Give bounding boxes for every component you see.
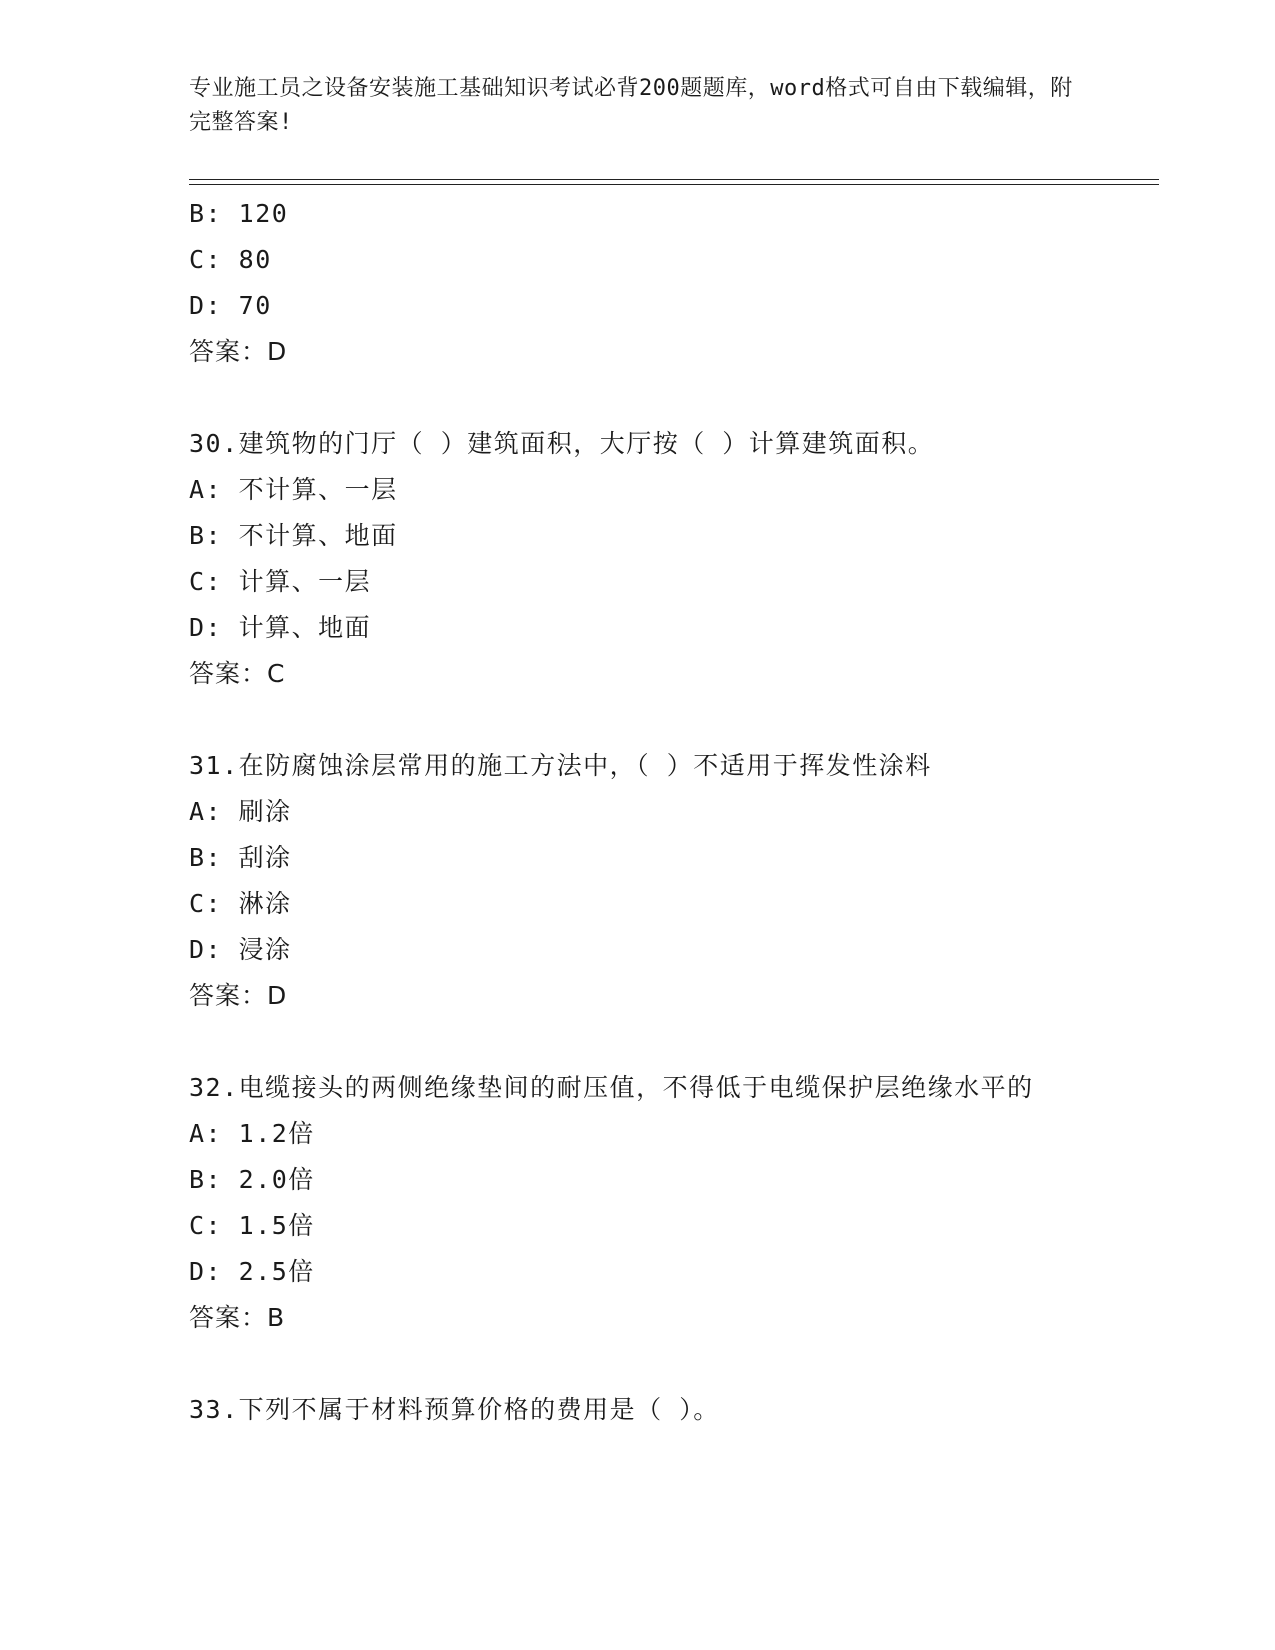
header-rule-top xyxy=(189,179,1159,180)
q31-option-c: C: 淋涂 xyxy=(189,889,292,918)
q32-stem: 32.电缆接头的两侧绝缘垫间的耐压值，不得低于电缆保护层绝缘水平的 xyxy=(189,1073,1034,1102)
q29-option-d: D: 70 xyxy=(189,291,272,320)
q30-answer: 答案：C xyxy=(189,659,286,688)
q31-option-b: B: 刮涂 xyxy=(189,843,292,872)
q30-stem: 30.建筑物的门厅（ ）建筑面积，大厅按（ ）计算建筑面积。 xyxy=(189,429,935,458)
q32-option-a: A: 1.2倍 xyxy=(189,1119,315,1148)
q32-option-d: D: 2.5倍 xyxy=(189,1257,315,1286)
q30-option-d: D: 计算、地面 xyxy=(189,613,372,642)
header-rule-bottom xyxy=(189,184,1159,185)
q31-stem: 31.在防腐蚀涂层常用的施工方法中，（ ）不适用于挥发性涂料 xyxy=(189,751,932,780)
q31-answer: 答案：D xyxy=(189,981,288,1010)
q29-option-b: B: 120 xyxy=(189,199,289,228)
q29-option-c: C: 80 xyxy=(189,245,272,274)
q32-option-b: B: 2.0倍 xyxy=(189,1165,315,1194)
question-list xyxy=(189,191,1169,1433)
q30-option-a: A: 不计算、一层 xyxy=(189,475,398,504)
q31-option-a: A: 刷涂 xyxy=(189,797,292,826)
document-header: 专业施工员之设备安装施工基础知识考试必背200题题库，word格式可自由下载编辑，附完整答案! xyxy=(189,76,1073,135)
q32-answer: 答案：B xyxy=(189,1303,286,1332)
q30-option-b: B: 不计算、地面 xyxy=(189,521,398,550)
q31-option-d: D: 浸涂 xyxy=(189,935,292,964)
q30-option-c: C: 计算、一层 xyxy=(189,567,372,596)
q29-answer: 答案：D xyxy=(189,337,288,366)
q32-option-c: C: 1.5倍 xyxy=(189,1211,315,1240)
q33-stem: 33.下列不属于材料预算价格的费用是（ ）。 xyxy=(189,1395,720,1424)
